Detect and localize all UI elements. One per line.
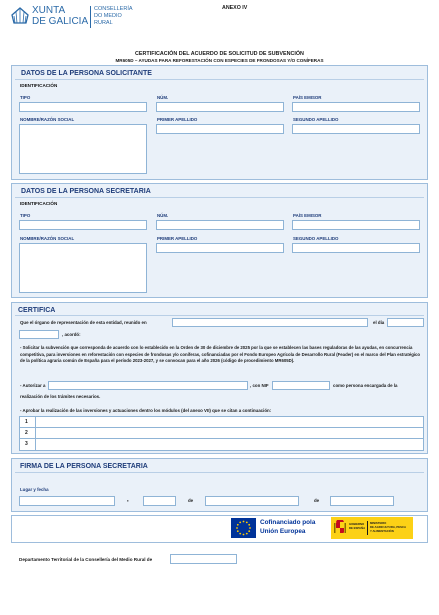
- table-row: [20, 417, 423, 428]
- min-line-3: Y ALIMENTACIÓN: [370, 529, 394, 533]
- secretaria-apellido2-label: SEGUNDO APELLIDO: [293, 236, 339, 241]
- row-number: 2: [25, 430, 28, 436]
- solicitante-title: DATOS DE LA PERSONA SOLICITANTE: [21, 70, 152, 77]
- aprobar-text: - Aprobar la realización de las inversiones y actuaciones dentro los módulos (del anexo VII) que se citan a continuación:: [20, 408, 272, 413]
- firma-divider: [15, 472, 424, 473]
- firma-title: FIRMA DE LA PERSONA SECRETARIA: [20, 463, 148, 470]
- dia-field[interactable]: [387, 318, 424, 327]
- autorizar-text: - Autorizar a: [20, 383, 46, 388]
- departamento-text: Departamento Territorial de la Consellería del Medio Rural de: [19, 557, 153, 562]
- row-field[interactable]: [36, 428, 423, 439]
- title-text: CERTIFICACIÓN DEL ACUERDO DE SOLICITUD DE SUBVENCIÓN: [135, 51, 304, 57]
- departamento-field[interactable]: [170, 554, 237, 564]
- solicitante-apellido1-field[interactable]: [156, 124, 284, 134]
- table-row: [20, 439, 423, 450]
- secretaria-pais-label: PAÍS EMISOR: [293, 213, 322, 218]
- certifica-divider: [15, 315, 424, 316]
- mes-firma-field[interactable]: [205, 496, 299, 506]
- row-number: 1: [25, 419, 28, 425]
- xunta-logo: [10, 4, 150, 30]
- spain-coat-of-arms-icon: [333, 519, 347, 537]
- nif-field[interactable]: [272, 381, 330, 390]
- logo-divider: [90, 6, 91, 28]
- certifica-reunido-text: Que el órgano de representación de esta entidad, reunido en: [20, 320, 147, 325]
- con-nif-text: , con NIF: [250, 383, 269, 388]
- fecha-field[interactable]: [19, 330, 59, 339]
- dia-firma-field[interactable]: [143, 496, 176, 506]
- eu-flag-icon: [231, 518, 256, 538]
- acordo-text: , acordó:: [62, 332, 81, 337]
- logo-line-2: DE GALICIA: [32, 15, 89, 27]
- comma-text: ,: [127, 497, 129, 503]
- annex-label: ANEXO IV: [222, 5, 248, 11]
- el-dia-text: el día: [373, 320, 385, 325]
- lugar-field[interactable]: [19, 496, 115, 506]
- secretaria-title: DATOS DE LA PERSONA SECRETARIA: [21, 188, 151, 195]
- gov-line-1: GOBIERNO: [349, 522, 365, 526]
- como-persona-text: como persona encargada de la: [333, 383, 398, 388]
- eu-line-1: Cofinanciado pola: [260, 519, 316, 526]
- secretaria-apellido1-label: PRIMER APELLIDO: [157, 236, 198, 241]
- gov-line-2: DE ESPAÑA: [349, 526, 366, 530]
- solicitar-paragraph: - Solicitar la subvención que corresponda de acuerdo con lo establecido en la Orden de 30 de diciembre de 2025 por la que se establecen las bases reguladoras de las ayudas, en concurrencia competitiva, para inversiones en reforestación con especies de frondosas y/o coníferas, cofinanciadas por el Fondo Europeo Agrícola de Desarrollo Rural (Feader) en el marco del Plan estratégico de la política agraria común de España para el período 2023-2027, y se convocan para el año 2026 (código de procedimiento MR605D).: [20, 345, 421, 364]
- spain-ministry-logo: [331, 517, 413, 539]
- secretaria-tipo-label: TIPO: [20, 213, 31, 218]
- solicitante-pais-label: PAÍS EMISOR: [293, 95, 322, 100]
- solicitante-apellido2-label: SEGUNDO APELLIDO: [293, 117, 339, 122]
- min-line-1: MINISTERIO: [370, 521, 387, 525]
- dept-line-1: CONSELLERÍA: [94, 6, 133, 12]
- de-text-1: de: [188, 498, 194, 503]
- secretaria-num-field[interactable]: [156, 220, 284, 230]
- logo-line-1: XUNTA: [32, 5, 66, 16]
- modulos-table: [19, 416, 424, 451]
- secretaria-tipo-field[interactable]: [19, 220, 147, 230]
- de-text-2: de: [314, 498, 320, 503]
- ministry-divider: [367, 521, 368, 535]
- reunido-en-field[interactable]: [172, 318, 368, 327]
- secretaria-divider: [15, 197, 424, 198]
- solicitante-num-field[interactable]: [156, 102, 284, 112]
- solicitante-pais-field[interactable]: [292, 102, 420, 112]
- dept-line-2: DO MEDIO: [94, 13, 122, 19]
- autorizar-nombre-field[interactable]: [48, 381, 248, 390]
- solicitante-id-title: IDENTIFICACIÓN: [20, 83, 58, 88]
- row-field[interactable]: [36, 439, 423, 450]
- subtitle-text: MR605D – AYUDAS PARA REFORESTACIÓN CON ESPECIES DE FRONDOSAS Y/O CONÍFERAS: [115, 58, 324, 63]
- solicitante-apellido1-label: PRIMER APELLIDO: [157, 117, 198, 122]
- eu-line-2: Unión Europea: [260, 528, 306, 535]
- certifica-title: CERTIFICA: [18, 307, 56, 314]
- solicitante-apellido2-field[interactable]: [292, 124, 420, 134]
- anio-firma-field[interactable]: [330, 496, 394, 506]
- scallop-shell-icon: [10, 6, 30, 26]
- secretaria-id-title: IDENTIFICACIÓN: [20, 201, 58, 206]
- dept-line-3: RURAL: [94, 20, 113, 26]
- secretaria-apellido1-field[interactable]: [156, 243, 284, 253]
- row-number: 3: [25, 441, 28, 447]
- min-line-2: DE AGRICULTURA, PESCA: [370, 525, 407, 529]
- secretaria-apellido2-field[interactable]: [292, 243, 420, 253]
- secretaria-num-label: NÚM.: [157, 213, 169, 218]
- lugar-fecha-label: Lugar y fecha: [20, 487, 49, 492]
- solicitante-divider: [15, 79, 424, 80]
- secretaria-nombre-field[interactable]: [19, 243, 147, 293]
- solicitante-tipo-field[interactable]: [19, 102, 147, 112]
- secretaria-nombre-label: NOMBRE/RAZÓN SOCIAL: [20, 236, 75, 241]
- secretaria-pais-field[interactable]: [292, 220, 420, 230]
- solicitante-num-label: NÚM.: [157, 95, 169, 100]
- table-row: [20, 428, 423, 439]
- solicitante-nombre-field[interactable]: [19, 124, 147, 174]
- solicitante-nombre-label: NOMBRE/RAZÓN SOCIAL: [20, 117, 75, 122]
- realizacion-text: realización de los trámites necesarios.: [20, 394, 101, 399]
- row-field[interactable]: [36, 417, 423, 428]
- solicitante-tipo-label: TIPO: [20, 95, 31, 100]
